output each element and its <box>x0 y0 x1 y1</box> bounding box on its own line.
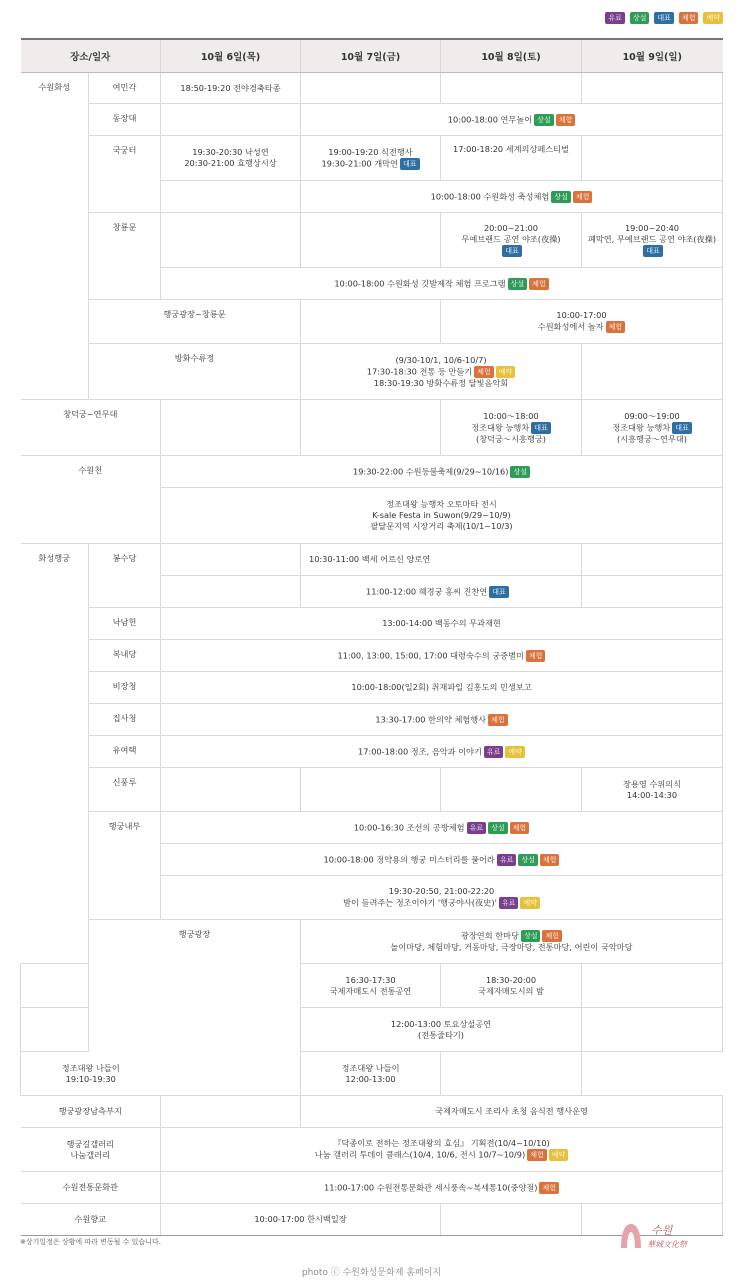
event-inner-2: 10:00-18:00 정약용의 행궁 미스터리를 풀어라 유료 상설 체험 <box>161 844 723 876</box>
table-header-row <box>21 39 723 73</box>
place-sinpungnu: 신풍루 <box>89 768 161 812</box>
event-dongjangdae: 10:00-18:00 연무놀이 상설 체험 <box>301 104 723 136</box>
event-suwoncheon-2: 정조대왕 능행차 오토마타 전시 K-sale Festa in Suwon(9/29~10/9) 팔달문지역 시장거리 축제(10/1~10/3) <box>161 488 723 544</box>
place-bijangcheong: 비장청 <box>89 672 161 704</box>
place-dongjangdae: 동장대 <box>89 104 161 136</box>
event-inner-3: 19:30-20:50, 21:00-22:20 밤이 들려주는 정조이야기 '행궁야사(夜史)' 유료 예약 <box>161 876 723 920</box>
photo-credit: photo ⓒ 수원화성문화제 홈페이지 <box>301 1268 442 1278</box>
schedule-table <box>20 38 723 1236</box>
header-day-4: 10월 9일(일) <box>582 39 723 73</box>
place-boknaedang: 복내당 <box>89 640 161 672</box>
legend-paid: 유료 <box>605 12 625 24</box>
event-gukgung-span: 10:00-18:00 수원화성 축성체험 상설 체험 <box>301 181 723 213</box>
event-naknamheon: 13:00-14:00 백동수의 무과재현 <box>161 608 723 640</box>
header-day-1: 10월 6일(목) <box>161 39 301 73</box>
event-changryong-d3: 20:00~21:00 무예브랜드 공연 야조(夜操) 대표 <box>441 213 582 268</box>
event-bongsudang-2: 11:00-12:00 혜경궁 홍씨 진찬연 대표 <box>301 576 582 608</box>
event-yeominkak-d1: 18:50-19:20 전야경축타종 <box>161 73 301 104</box>
event-yuyeotaek: 17:00-18:00 정조, 음악과 이야기 유료 예약 <box>161 736 723 768</box>
event-square-3: 12:00-13:00 토요상설공연 (전통줄타기) <box>301 1008 582 1052</box>
legend-experience: 체험 <box>679 12 699 24</box>
event-suwoncheon-1: 19:30-22:00 수원등불축제(9/29~10/16) 상설 <box>161 456 723 488</box>
event-boknaedang: 11:00, 13:00, 15:00, 17:00 대령숙수의 궁중별미 체험 <box>161 640 723 672</box>
place-yeominkak: 여민각 <box>89 73 161 104</box>
place-yuyeotaek: 유여택 <box>89 736 161 768</box>
event-square-4a: 정조대왕 나들이 19:10-19:30 <box>21 1052 161 1096</box>
svg-text:華城文化祭: 華城文化祭 <box>647 1240 687 1249</box>
event-gukgung-d2: 19:00-19:20 식전행사 19:30-21:00 개막연 대표 <box>301 136 441 181</box>
group-hyanggyo: 수원향교 <box>21 1204 161 1236</box>
event-gukgung-d3: 17:00-18:20 세계의상페스티벌 <box>441 136 582 181</box>
group-culture-center: 수원전통문화관 <box>21 1172 161 1204</box>
svg-text:수원: 수원 <box>651 1224 673 1237</box>
event-hyanggyo: 10:00-17:00 한시백일장 <box>161 1204 441 1236</box>
event-south: 국제자매도시 조리사 초청 음식전 행사운영 <box>301 1096 723 1128</box>
event-bongsudang-1: 10:30-11:00 백세 어르신 양로연 <box>301 544 582 576</box>
event-bijangcheong: 10:00-18:00(일2회) 취재파일 김홍도의 민생보고 <box>161 672 723 704</box>
group-haenggung-square: 행궁광장 <box>89 920 301 1096</box>
place-haenggung-inner: 행궁내부 <box>89 812 161 920</box>
event-jipsacheong: 13:30-17:00 한의약 체험행사 체험 <box>161 704 723 736</box>
event-inner-1: 10:00-16:30 조선의 공방체험 유료 상설 체험 <box>161 812 723 844</box>
group-suwoncheon: 수원천 <box>21 456 161 544</box>
place-changryongmun: 창룡문 <box>89 213 161 300</box>
group-hwaseong-haenggung: 화성행궁 <box>21 544 89 964</box>
festival-logo <box>615 1218 715 1252</box>
place-gukgungteo: 국궁터 <box>89 136 161 213</box>
event-culture: 11:00-17:00 수원전통문화관 세시풍속~복세통10(중양절) 체험 <box>161 1172 723 1204</box>
group-changdeok: 창덕궁~연무대 <box>21 400 161 456</box>
legend <box>603 12 723 24</box>
header-day-2: 10월 7일(금) <box>301 39 441 73</box>
event-square-1: 광장연희 한마당 상설 체험 놀이마당, 체험마당, 거동마당, 극장마당, 전통마당, 어린이 국악마당 <box>301 920 723 964</box>
legend-representative: 대표 <box>654 12 674 24</box>
place-jipsacheong: 집사청 <box>89 704 161 736</box>
header-day-3: 10월 8일(토) <box>441 39 582 73</box>
header-place-date: 장소/일자 <box>21 39 161 73</box>
event-gukgung-d1: 19:30-20:30 낙성연 20:30-21:00 효행상시상 <box>161 136 301 181</box>
event-square-2a: 16:30-17:30 국제자매도시 전통공연 <box>301 964 441 1008</box>
event-changryong-d4: 19:00~20:40 폐막연, 무예브랜드 공연 야조(夜操) 대표 <box>582 213 723 268</box>
legend-always: 상설 <box>630 12 650 24</box>
group-banghwa: 방화수류정 <box>89 344 301 400</box>
group-haenggung-south: 행궁광장남측부지 <box>21 1096 161 1128</box>
event-square-2b: 18:30-20:00 국제자매도시의 밤 <box>441 964 582 1008</box>
schedule-note: ※상기일정은 상황에 따라 변동될 수 있습니다. <box>20 1238 161 1246</box>
event-gallery: 『닥종이로 전하는 정조대왕의 효심』 기획전(10/4~10/10) 나눔 갤러리 투데이 클래스(10/4, 10/6, 전시 10/7~10/9) 체험 예약 <box>161 1128 723 1172</box>
event-haenggung-changnyong: 10:00-17:00 수원화성에서 놀자 체험 <box>441 300 723 344</box>
event-square-4b: 정조대왕 나들이 12:00-13:00 <box>301 1052 441 1096</box>
event-changdeok-d4: 09:00～19:00 정조대왕 능행차 대표 (시흥행궁～연무대) <box>582 400 723 456</box>
event-sinpungnu: 장용영 수위의식 14:00-14:30 <box>582 768 723 812</box>
event-changryong-span: 10:00-18:00 수원화성 깃발제작 체험 프로그램 상설 체험 <box>161 268 723 300</box>
place-bongsudang: 봉수당 <box>89 544 161 608</box>
group-gallery: 행궁길갤러리 나눔갤러리 <box>21 1128 161 1172</box>
place-naknamheon: 낙남헌 <box>89 608 161 640</box>
legend-reservation: 예약 <box>703 12 723 24</box>
event-changdeok-d3: 10:00～18:00 정조대왕 능행차 대표 (창덕궁～시흥행궁) <box>441 400 582 456</box>
group-suwon-hwaseong: 수원화성 <box>21 73 89 400</box>
group-haenggung-changnyong: 행궁광장~창룡문 <box>89 300 301 344</box>
event-banghwa: (9/30-10/1, 10/6-10/7) 17:30-18:30 전통 등 만들기 체험 예약 18:30-19:30 방화수류정 달빛음악회 <box>301 344 582 400</box>
